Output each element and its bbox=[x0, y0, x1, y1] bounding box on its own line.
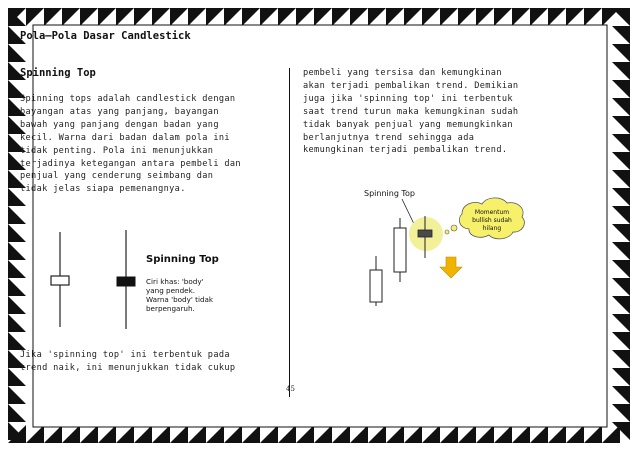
figure-caption-2: yang pendek. bbox=[146, 286, 196, 295]
figure-caption-4: berpengaruh. bbox=[146, 304, 195, 313]
candle-2-body bbox=[394, 228, 406, 272]
figure-caption-3: Warna 'body' tidak bbox=[146, 295, 214, 304]
section-title: Spinning Top bbox=[20, 67, 96, 79]
figure-heading: Spinning Top bbox=[146, 254, 219, 265]
bubble-text-3: hilang bbox=[482, 225, 502, 232]
spinning-top-body bbox=[418, 230, 432, 237]
figure-right-heading: Spinning Top bbox=[364, 189, 415, 198]
left-bottom-paragraph: Jika 'spinning top' ini terbentuk pada trend naik, ini menunjukkan tidak cukup bbox=[20, 350, 236, 373]
page-number: 45 bbox=[286, 385, 295, 393]
figure-caption-1: Ciri khas: 'body' bbox=[146, 277, 204, 286]
bubble-text-1: Momentum bbox=[474, 209, 510, 216]
spinning-top-figure bbox=[40, 222, 240, 337]
bubble-dot-1 bbox=[451, 225, 457, 231]
bubble-dot-2 bbox=[445, 230, 449, 234]
column-divider bbox=[289, 68, 290, 397]
page-title: Pola–Pola Dasar Candlestick bbox=[20, 30, 191, 42]
candle-1-body bbox=[370, 270, 382, 302]
bubble-text-2: bullish sudah bbox=[472, 217, 512, 224]
right-paragraph: pembeli yang tersisa dan kemungkinan akan terjadi pembalikan trend. Demikian juga jika 'spinning top' ini terbentuk saat trend turun maka kemungkinan sudah tidak banyak penjual yang memungkinkan berlanjutnya trend sehingga ada kemungkinan terjadi pembalikan trend. bbox=[303, 68, 519, 156]
trend-reversal-figure bbox=[312, 156, 532, 306]
black-candle-body bbox=[117, 277, 135, 286]
down-arrow-icon bbox=[440, 257, 462, 278]
left-paragraph: Spinning tops adalah candlestick dengan bayangan atas yang panjang, bayangan bawah yang panjang dengan badan yang kecil. Warna dari badan dalam pola ini tidak penting. Pola ini menunjukkan terjadinya ketegangan antara pembeli dan penjual yang cenderung seimbang dan tidak jelas siapa pemenangnya. bbox=[20, 94, 241, 195]
white-candle-body bbox=[51, 276, 69, 285]
label-pointer-line bbox=[402, 199, 414, 224]
